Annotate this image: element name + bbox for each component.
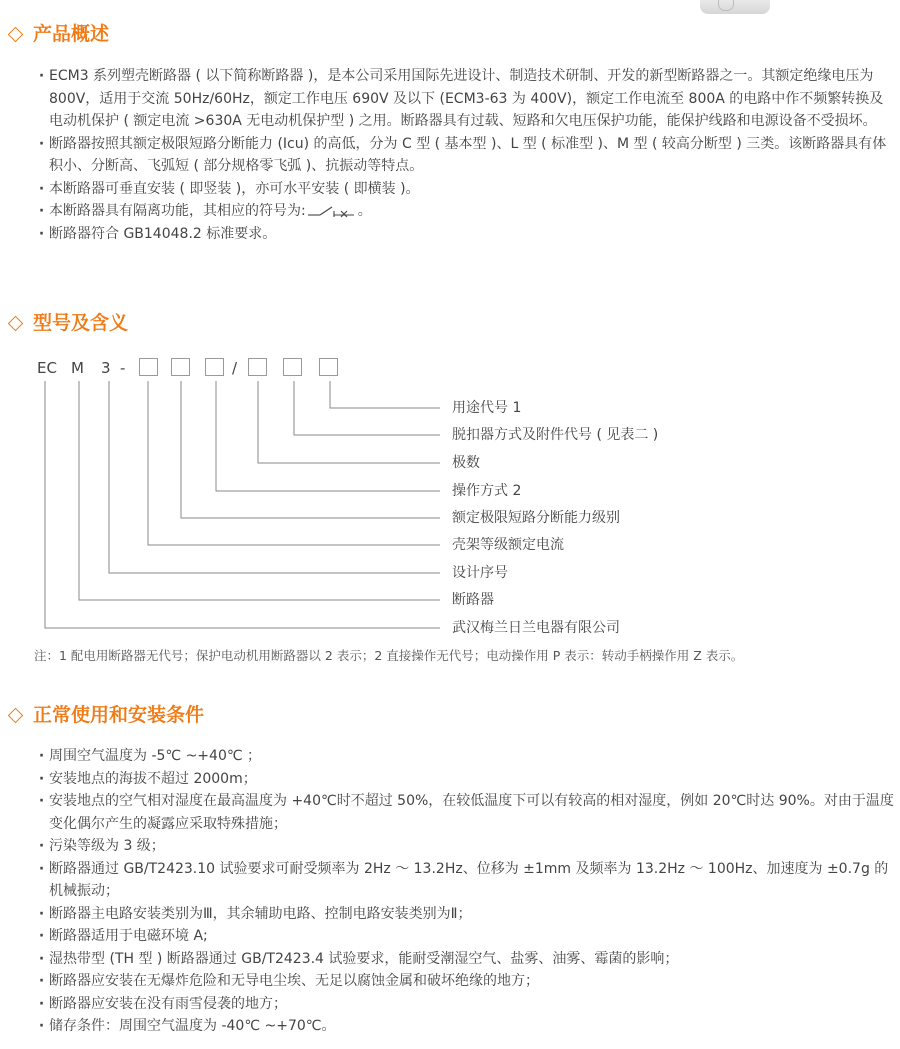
diagram-label: 用途代号 1: [452, 400, 522, 416]
code-box: [171, 358, 190, 376]
list-item: · 断路器适用于电磁环境 A;: [34, 925, 894, 948]
diagram-label: 武汉梅兰日兰电器有限公司: [452, 620, 620, 636]
diagram-label: 额定极限短路分断能力级别: [452, 510, 620, 526]
code-char-slash: /: [232, 359, 238, 377]
code-char-3: 3: [101, 359, 111, 377]
code-char-ec: EC: [37, 359, 57, 377]
diagram-label: 极数: [452, 455, 480, 471]
list-item: · 断路器符合 GB14048.2 标准要求。: [34, 223, 894, 246]
list-item: · 污染等级为 3 级；: [34, 835, 894, 858]
section-title-text: 型号及含义: [33, 312, 129, 334]
code-box: [283, 358, 302, 376]
isolation-text: 本断路器具有隔离功能，其相应的符号为:: [49, 203, 306, 219]
section-title-conditions: [6, 703, 204, 727]
list-item: · 储存条件：周围空气温度为 -40℃ ~+70℃。: [34, 1015, 894, 1038]
list-item: · ECM3 系列塑壳断路器 ( 以下简称断路器 )，是本公司采用国际先进设计、制造技术研制、开发的新型断路器之一。其额定绝缘电压为 800V，适用于交流 50Hz/60Hz，额定工作电压 690V 及以下 (ECM3-63 为 400V)，额定工作电流至 800A 的电路中作不频繁转换及电动机保护 ( 额定电流 >630A 无电动机保护型 ) 之用。断路器具有过载、短路和欠电压保护功能，能保护线路和电源设备不受损坏。: [34, 65, 894, 133]
diagram-label: 断路器: [452, 592, 494, 608]
diagram-label: 脱扣器方式及附件代号 ( 见表二 ): [452, 427, 659, 443]
section-title-text: 产品概述: [33, 23, 110, 45]
list-item: · 安装地点的空气相对湿度在最高温度为 +40℃时不超过 50%，在较低温度下可以有较高的相对湿度，例如 20℃时达 90%。对由于温度变化偶尔产生的凝露应采取特殊措施；: [34, 790, 894, 835]
list-item: · 本断路器可垂直安装 ( 即竖装 )，亦可水平安装 ( 即横装 )。: [34, 178, 894, 201]
list-item: · 断路器按照其额定极限短路分断能力 (Icu) 的高低，分为 C 型 ( 基本型 )、L 型 ( 标准型 )、M 型 ( 较高分断型 ) 三类。该断路器具有体积小、分断高、飞弧短 ( 部分规格零飞弧 )、抗振动等特点。: [34, 133, 894, 178]
conditions-list: [34, 745, 894, 1038]
list-item: · 湿热带型 (TH 型 ) 断路器通过 GB/T2423.4 试验要求，能耐受潮湿空气、盐雾、油雾、霉菌的影响；: [34, 948, 894, 971]
code-box: [139, 358, 158, 376]
code-char-dash: -: [120, 359, 126, 377]
code-box: [319, 358, 338, 376]
diagram-label: 操作方式 2: [452, 483, 522, 499]
isolation-text-suffix: 。: [357, 203, 372, 219]
list-item: · 断路器主电路安装类别为Ⅲ，其余辅助电路、控制电路安装类别为Ⅱ；: [34, 903, 894, 926]
diamond-icon: [8, 707, 24, 723]
code-char-m: M: [71, 359, 84, 377]
list-item: · 断路器应安装在没有雨雪侵袭的地方；: [34, 993, 894, 1016]
list-item: · 断路器应安装在无爆炸危险和无导电尘埃、无足以腐蚀金属和破坏绝缘的地方；: [34, 970, 894, 993]
code-box: [248, 358, 267, 376]
diagram-label: 壳架等级额定电流: [452, 537, 564, 553]
section-title-text: 正常使用和安装条件: [33, 704, 205, 726]
code-box: [205, 358, 224, 376]
list-item: · 安装地点的海拔不超过 2000m；: [34, 768, 894, 791]
diagram-label: 设计序号: [452, 565, 508, 581]
model-note: 注：1 配电用断路器无代号；保护电动机用断路器以 2 表示；2 直接操作无代号；电动操作用 P 表示：转动手柄操作用 Z 表示。: [34, 648, 744, 663]
list-item: · 周围空气温度为 -5℃ ~+40℃ ；: [34, 745, 894, 768]
list-item: · 断路器通过 GB/T2423.10 试验要求可耐受频率为 2Hz ～ 13.2Hz、位移为 ±1mm 及频率为 13.2Hz ～ 100Hz、加速度为 ±0.7g 的机械振动；: [34, 858, 894, 903]
